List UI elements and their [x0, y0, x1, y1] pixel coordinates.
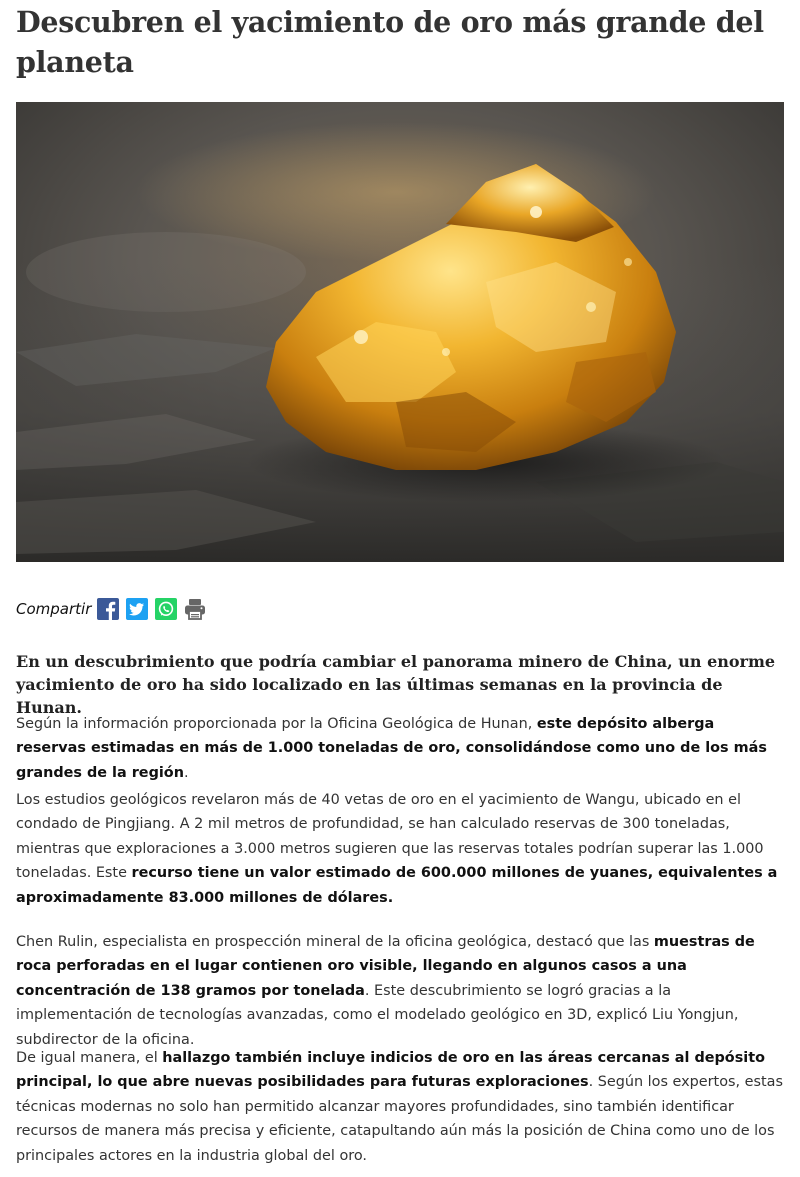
paragraph — [16, 788, 784, 910]
paragraph-highlight: recurso tiene un valor estimado de 600.000 millones de yuanes, equivalentes a aproximadamente 83.000 millones de dólares. — [16, 865, 778, 906]
paragraph-text: . Este descubrimiento se logró gracias a la implementación de tecnologías avanzadas, como el modelado geológico en 3D, explicó Liu Yongjun, subdirector de la oficina. — [16, 982, 739, 1048]
share-label: Compartir — [16, 600, 92, 618]
article-lead: En un descubrimiento que podría cambiar el panorama minero de China, un enorme yacimiento de oro ha sido localizado en las últimas semanas en la provincia de Hunan. — [16, 652, 776, 717]
twitter-icon[interactable] — [126, 598, 148, 620]
paragraph-highlight: este depósito alberga reservas estimadas en más de 1.000 toneladas de oro, consolidándose como uno de los más grandes de la región — [16, 716, 767, 781]
paragraph-text: Chen Rulin, especialista en prospección mineral de la oficina geológica, destacó que las — [16, 934, 654, 950]
print-icon[interactable] — [184, 598, 206, 620]
paragraph-text: Según la información proporcionada por la Oficina Geológica de Hunan, — [16, 716, 537, 732]
article — [16, 0, 784, 1164]
paragraph-highlight: hallazgo también incluye indicios de oro en las áreas cercanas al depósito principal, lo que abre nuevas posibilidades para futuras exploraciones — [16, 1050, 765, 1091]
share-bar — [16, 596, 213, 622]
paragraph — [16, 712, 784, 785]
hero-image — [16, 102, 784, 562]
paragraph — [16, 1046, 784, 1168]
paragraph — [16, 930, 784, 1052]
facebook-icon[interactable] — [97, 598, 119, 620]
article-title: Descubren el yacimiento de oro más grande del planeta — [16, 5, 764, 79]
gold-nugget-image — [16, 102, 784, 562]
paragraph-text: Los estudios geológicos revelaron más de 40 vetas de oro en el yacimiento de Wangu, ubicado en el condado de Pingjiang. A 2 mil metros de profundidad, se han calculado reservas de 300 toneladas, mientras que exploraciones a 3.000 metros sugieren que las reservas totales podrían superar las 1.000 toneladas. Este — [16, 792, 764, 882]
paragraph-highlight: muestras de roca perforadas en el lugar contienen oro visible, llegando en algunos casos a una concentración de 138 gramos por tonelada — [16, 934, 755, 999]
paragraph-text: . — [183, 764, 189, 781]
paragraph-text: . Según los expertos, estas técnicas modernas no solo han permitido alcanzar mayores profundidades, sino también identificar recursos de manera más precisa y eficiente, catapultando aún más la posición de China como uno de los principales actores en la industria global del oro. — [16, 1074, 783, 1164]
whatsapp-icon[interactable] — [155, 598, 177, 620]
paragraph-text: De igual manera, el — [16, 1050, 163, 1066]
